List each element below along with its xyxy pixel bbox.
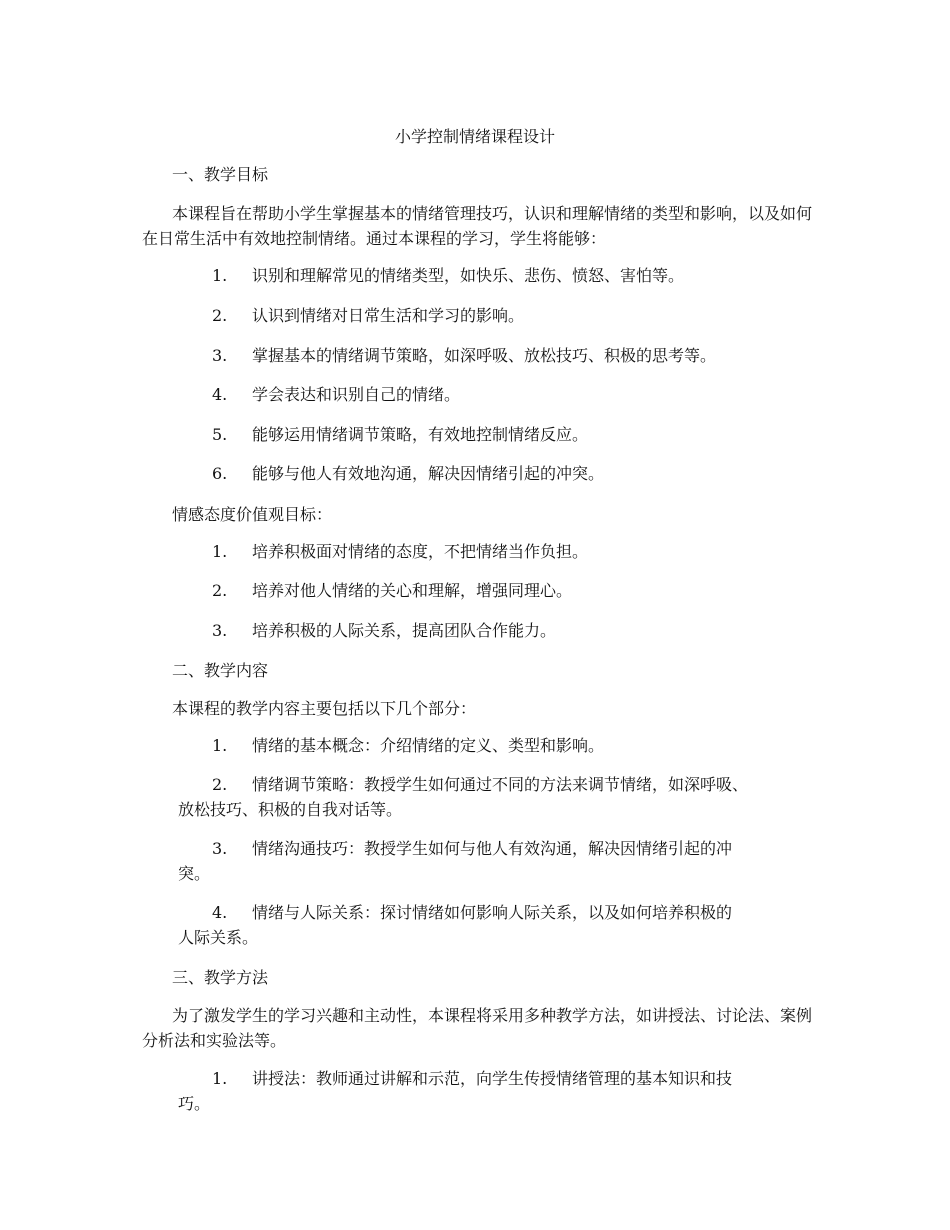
list-item-text-line1: 讲授法：教师通过讲解和示范，向学生传授情绪管理的基本知识和技 — [252, 1069, 733, 1088]
list-item-text: 培养对他人情绪的关心和理解，增强同理心。 — [252, 581, 573, 600]
list-item-text-line1: 情绪沟通技巧：教授学生如何与他人有效沟通，解决因情绪引起的冲 — [252, 839, 733, 858]
list-item — [172, 1066, 832, 1091]
list-item-number: 1. — [212, 1069, 228, 1088]
list-item-number: 5. — [212, 425, 228, 444]
list-item — [172, 836, 832, 861]
list-item-text: 情绪的基本概念：介绍情绪的定义、类型和影响。 — [252, 736, 605, 755]
list-item-number: 2. — [212, 306, 228, 325]
list-item — [172, 618, 832, 643]
list-item-text: 学会表达和识别自己的情绪。 — [252, 385, 461, 404]
content-intro-paragraph: 本课程的教学内容主要包括以下几个部分： — [172, 699, 477, 718]
list-item-number: 4. — [212, 385, 228, 404]
list-item-text: 掌握基本的情绪调节策略，如深呼吸、放松技巧、积极的思考等。 — [252, 346, 717, 365]
list-item-continuation — [178, 1091, 838, 1116]
list-item-text: 培养积极的人际关系，提高团队合作能力。 — [252, 621, 557, 640]
list-item — [172, 539, 832, 564]
document-title: 小学控制情绪课程设计 — [394, 127, 555, 146]
list-item-continuation — [178, 861, 838, 886]
section-heading-content: 二、教学内容 — [172, 661, 269, 680]
list-item-number: 6. — [212, 464, 228, 483]
list-item — [172, 382, 832, 407]
list-item-text-line2: 巧。 — [178, 1094, 211, 1113]
list-item-text-line1: 情绪与人际关系：探讨情绪如何影响人际关系，以及如何培养积极的 — [252, 903, 733, 922]
list-item — [172, 772, 832, 797]
list-item-number: 1. — [212, 542, 228, 561]
list-item-text: 认识到情绪对日常生活和学习的影响。 — [252, 306, 525, 325]
list-item-number: 3. — [212, 621, 228, 640]
list-item-continuation — [178, 797, 838, 822]
list-item-text-line1: 情绪调节策略：教授学生如何通过不同的方法来调节情绪，如深呼吸、 — [252, 775, 749, 794]
list-item — [172, 303, 832, 328]
methods-intro-paragraph: 为了激发学生的学习兴趣和主动性，本课程将采用多种教学方法，如讲授法、讨论法、案例分析法和实验法等。 — [142, 1006, 813, 1050]
list-item-text-line2: 放松技巧、积极的自我对话等。 — [178, 800, 403, 819]
list-item-number: 2. — [212, 581, 228, 600]
section-heading-methods: 三、教学方法 — [172, 968, 269, 987]
list-item-number: 3. — [212, 839, 228, 858]
list-item-text: 培养积极面对情绪的态度，不把情绪当作负担。 — [252, 542, 589, 561]
list-item — [172, 900, 832, 925]
list-item — [172, 263, 832, 288]
list-item-number: 3. — [212, 346, 228, 365]
list-item — [172, 461, 832, 486]
section-heading-objectives: 一、教学目标 — [172, 165, 269, 184]
list-item — [172, 422, 832, 447]
objectives-intro-paragraph: 本课程旨在帮助小学生掌握基本的情绪管理技巧，认识和理解情绪的类型和影响，以及如何在日常生活中有效地控制情绪。通过本课程的学习，学生将能够： — [142, 204, 813, 248]
list-item-number: 2. — [212, 775, 228, 794]
list-item-number: 4. — [212, 903, 228, 922]
list-item-text: 能够运用情绪调节策略，有效地控制情绪反应。 — [252, 425, 589, 444]
list-item-text-line2: 人际关系。 — [178, 928, 259, 947]
list-item-text: 识别和理解常见的情绪类型，如快乐、悲伤、愤怒、害怕等。 — [252, 266, 685, 285]
list-item-number: 1. — [212, 266, 228, 285]
list-item-number: 1. — [212, 736, 228, 755]
list-item — [172, 578, 832, 603]
list-item-text: 能够与他人有效地沟通，解决因情绪引起的冲突。 — [252, 464, 605, 483]
list-item-text-line2: 突。 — [178, 864, 211, 883]
list-item — [172, 733, 832, 758]
values-heading: 情感态度价值观目标： — [172, 505, 333, 524]
list-item — [172, 343, 832, 368]
list-item-continuation — [178, 925, 838, 950]
